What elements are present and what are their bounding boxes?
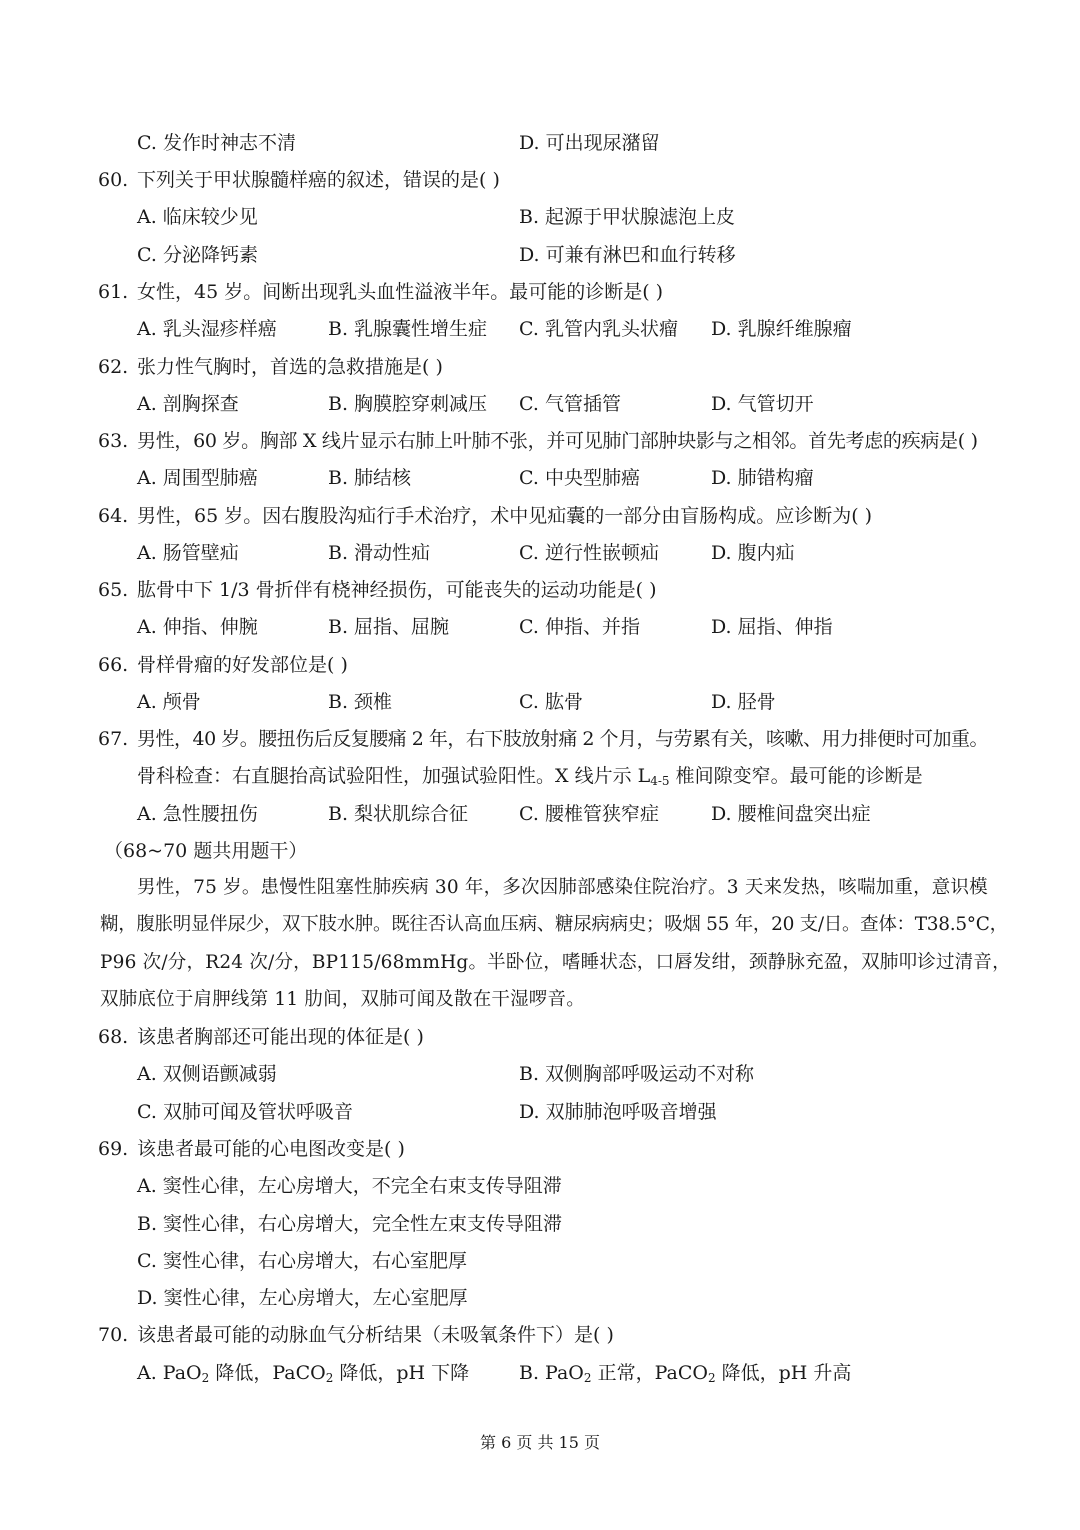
option-text: 降低，pH 升高 [715,1362,852,1384]
question-67 [0,724,1080,754]
option-text: 降低，PaCO [209,1362,326,1384]
option-b: B. 肺结核 [328,467,412,489]
option-c: C. 气管插管 [519,393,621,415]
question-stem: 该患者最可能的心电图改变是( ) [137,1138,405,1160]
group-header: （68~70 题共用题干） [104,840,308,862]
question-stem: 该患者胸部还可能出现的体征是( ) [137,1026,424,1048]
option-d: D. 可兼有淋巴和血行转移 [519,244,736,266]
option-d: D. 双肺肺泡呼吸音增强 [519,1101,717,1123]
subscript: 2 [707,1371,716,1385]
question-number: 66. [98,654,129,676]
option-a: A. 颅骨 [137,691,201,713]
question-63 [0,426,1080,456]
option-a: A. 急性腰扭伤 [137,803,258,825]
option-d: D. 气管切开 [711,393,814,415]
q68-options-row-2 [0,1097,1080,1127]
question-number: 60. [98,169,129,191]
option-text: 正常，PaCO [591,1362,708,1384]
option-c: C. 肱骨 [519,691,583,713]
question-62 [0,352,1080,382]
option-a: A. 窦性心律，左心房增大，不完全右束支传导阻滞 [137,1175,562,1197]
option-b: B. 乳腺囊性增生症 [328,318,488,340]
subscript: 2 [583,1371,592,1385]
q69-option-a-row [0,1171,1080,1201]
page-footer: 第 6 页 共 15 页 [480,1433,600,1452]
q67-options-row [0,799,1080,829]
q60-options-row-2 [0,240,1080,270]
question-stem: 该患者最可能的动脉血气分析结果（未吸氧条件下）是( ) [137,1324,614,1346]
q66-options-row [0,687,1080,717]
option-c: C. 中央型肺癌 [519,467,640,489]
option-d: D. 胫骨 [711,691,776,713]
option-b: B. 起源于甲状腺滤泡上皮 [519,206,736,228]
question-70 [0,1320,1080,1350]
option-d: D. 腹内疝 [711,542,795,564]
option-a: A. 剖胸探查 [137,393,239,415]
q64-options-row [0,538,1080,568]
case-text: 糊，腹胀明显伴尿少，双下肢水肿。既往否认高血压病、糖尿病病史；吸烟 55 年，20 支/日。查体：T38.5°C， [100,914,1008,935]
subscript: 2 [201,1371,210,1385]
q69-option-b-row [0,1209,1080,1239]
question-stem-line-2 [137,761,923,791]
option-d: D. 可出现尿潴留 [519,132,660,154]
question-68 [0,1022,1080,1052]
option-text: 降低，pH 下降 [333,1362,470,1384]
option-d: D. 肺错构瘤 [711,467,814,489]
question-stem: 男性，65 岁。因右腹股沟疝行手术治疗，术中见疝囊的一部分由盲肠构成。应诊断为( ) [137,505,873,527]
question-stem: 下列关于甲状腺髓样癌的叙述，错误的是( ) [137,169,500,191]
option-c: C. 双肺可闻及管状呼吸音 [137,1101,353,1123]
q62-options-row [0,389,1080,419]
option-b: B. 屈指、屈腕 [328,616,450,638]
case-line-1 [0,873,1080,903]
option-a: A. 周围型肺癌 [137,467,258,489]
question-number: 65. [98,579,129,601]
stem-text: 骨科检查：右直腿抬高试验阳性，加强试验阳性。X 线片示 L [137,765,651,787]
question-number: 69. [98,1138,129,1160]
vertebra-subscript: 4-5 [650,774,670,788]
q68-options-row-1 [0,1059,1080,1089]
option-a: A. 双侧语颤减弱 [137,1063,277,1085]
question-stem: 骨样骨瘤的好发部位是( ) [137,654,348,676]
q65-options-row [0,612,1080,642]
question-stem: 张力性气胸时，首选的急救措施是( ) [137,356,443,378]
case-text: 男性，75 岁。患慢性阻塞性肺疾病 30 年，多次因肺部感染住院治疗。3 天来发热，咳喘加重，意识模 [137,877,988,898]
question-stem: 肱骨中下 1/3 骨折伴有桡神经损伤，可能丧失的运动功能是( ) [137,579,657,601]
question-number: 62. [98,356,129,378]
q59-options-row [0,128,1080,158]
option-text: A. PaO [137,1362,202,1384]
question-number: 68. [98,1026,129,1048]
option-a: A. 伸指、伸腕 [137,616,258,638]
option-c: C. 腰椎管狭窄症 [519,803,659,825]
q70-options-row [0,1358,1080,1388]
question-69 [0,1134,1080,1164]
option-b: B. 窦性心律，右心房增大，完全性左束支传导阻滞 [137,1213,563,1235]
option-a [137,1358,469,1388]
group-header-row [0,836,1080,866]
option-d: D. 窦性心律，左心房增大，左心室肥厚 [137,1287,468,1309]
question-stem: 女性，45 岁。间断出现乳头血性溢液半年。最可能的诊断是( ) [137,281,664,303]
option-d: D. 腰椎间盘突出症 [711,803,871,825]
option-c: C. 逆行性嵌顿疝 [519,542,659,564]
option-b: B. 滑动性疝 [328,542,431,564]
option-b: B. 颈椎 [328,691,393,713]
question-61 [0,277,1080,307]
option-d: D. 屈指、伸指 [711,616,833,638]
question-66 [0,650,1080,680]
option-c: C. 窦性心律，右心房增大，右心室肥厚 [137,1250,467,1272]
option-c: C. 发作时神志不清 [137,132,296,154]
stem-text: 椎间隙变窄。最可能的诊断是 [669,765,923,787]
q60-options-row-1 [0,202,1080,232]
case-text: 双肺底位于肩胛线第 11 肋间，双肺可闻及散在干湿啰音。 [100,989,585,1010]
q61-options-row [0,314,1080,344]
question-67-line-2 [0,761,1080,791]
option-a: A. 肠管壁疝 [137,542,239,564]
case-text: P96 次/分，R24 次/分，BP115/68mmHg。半卧位，嗜睡状态，口唇发绀，颈静脉充盈，双肺叩诊过清音， [100,952,1011,973]
question-number: 70. [98,1324,129,1346]
option-b: B. 双侧胸部呼吸运动不对称 [519,1063,755,1085]
q69-option-c-row [0,1246,1080,1276]
subscript: 2 [325,1371,334,1385]
option-c: C. 乳管内乳头状瘤 [519,318,678,340]
option-d: D. 乳腺纤维腺瘤 [711,318,852,340]
question-stem: 男性，60 岁。胸部 X 线片显示右肺上叶肺不张，并可见肺门部肿块影与之相邻。首先考虑的疾病是( ) [137,430,978,452]
case-line-4 [0,985,1080,1015]
option-text: B. PaO [519,1362,584,1384]
option-a: A. 乳头湿疹样癌 [137,318,277,340]
question-number: 64. [98,505,129,527]
option-a: A. 临床较少见 [137,206,258,228]
option-b [519,1358,851,1388]
question-60 [0,165,1080,195]
question-number: 61. [98,281,129,303]
question-number: 63. [98,430,129,452]
option-b: B. 梨状肌综合征 [328,803,469,825]
question-stem-line-1: 男性，40 岁。腰扭伤后反复腰痛 2 年，右下肢放射痛 2 个月，与劳累有关，咳嗽、用力排便时可加重。 [137,728,989,750]
question-65 [0,575,1080,605]
question-number: 67. [98,728,129,750]
q69-option-d-row [0,1283,1080,1313]
q63-options-row [0,463,1080,493]
option-c: C. 分泌降钙素 [137,244,258,266]
option-b: B. 胸膜腔穿刺减压 [328,393,488,415]
question-64 [0,501,1080,531]
case-line-3 [0,948,1080,978]
case-line-2 [0,910,1080,940]
option-c: C. 伸指、并指 [519,616,640,638]
